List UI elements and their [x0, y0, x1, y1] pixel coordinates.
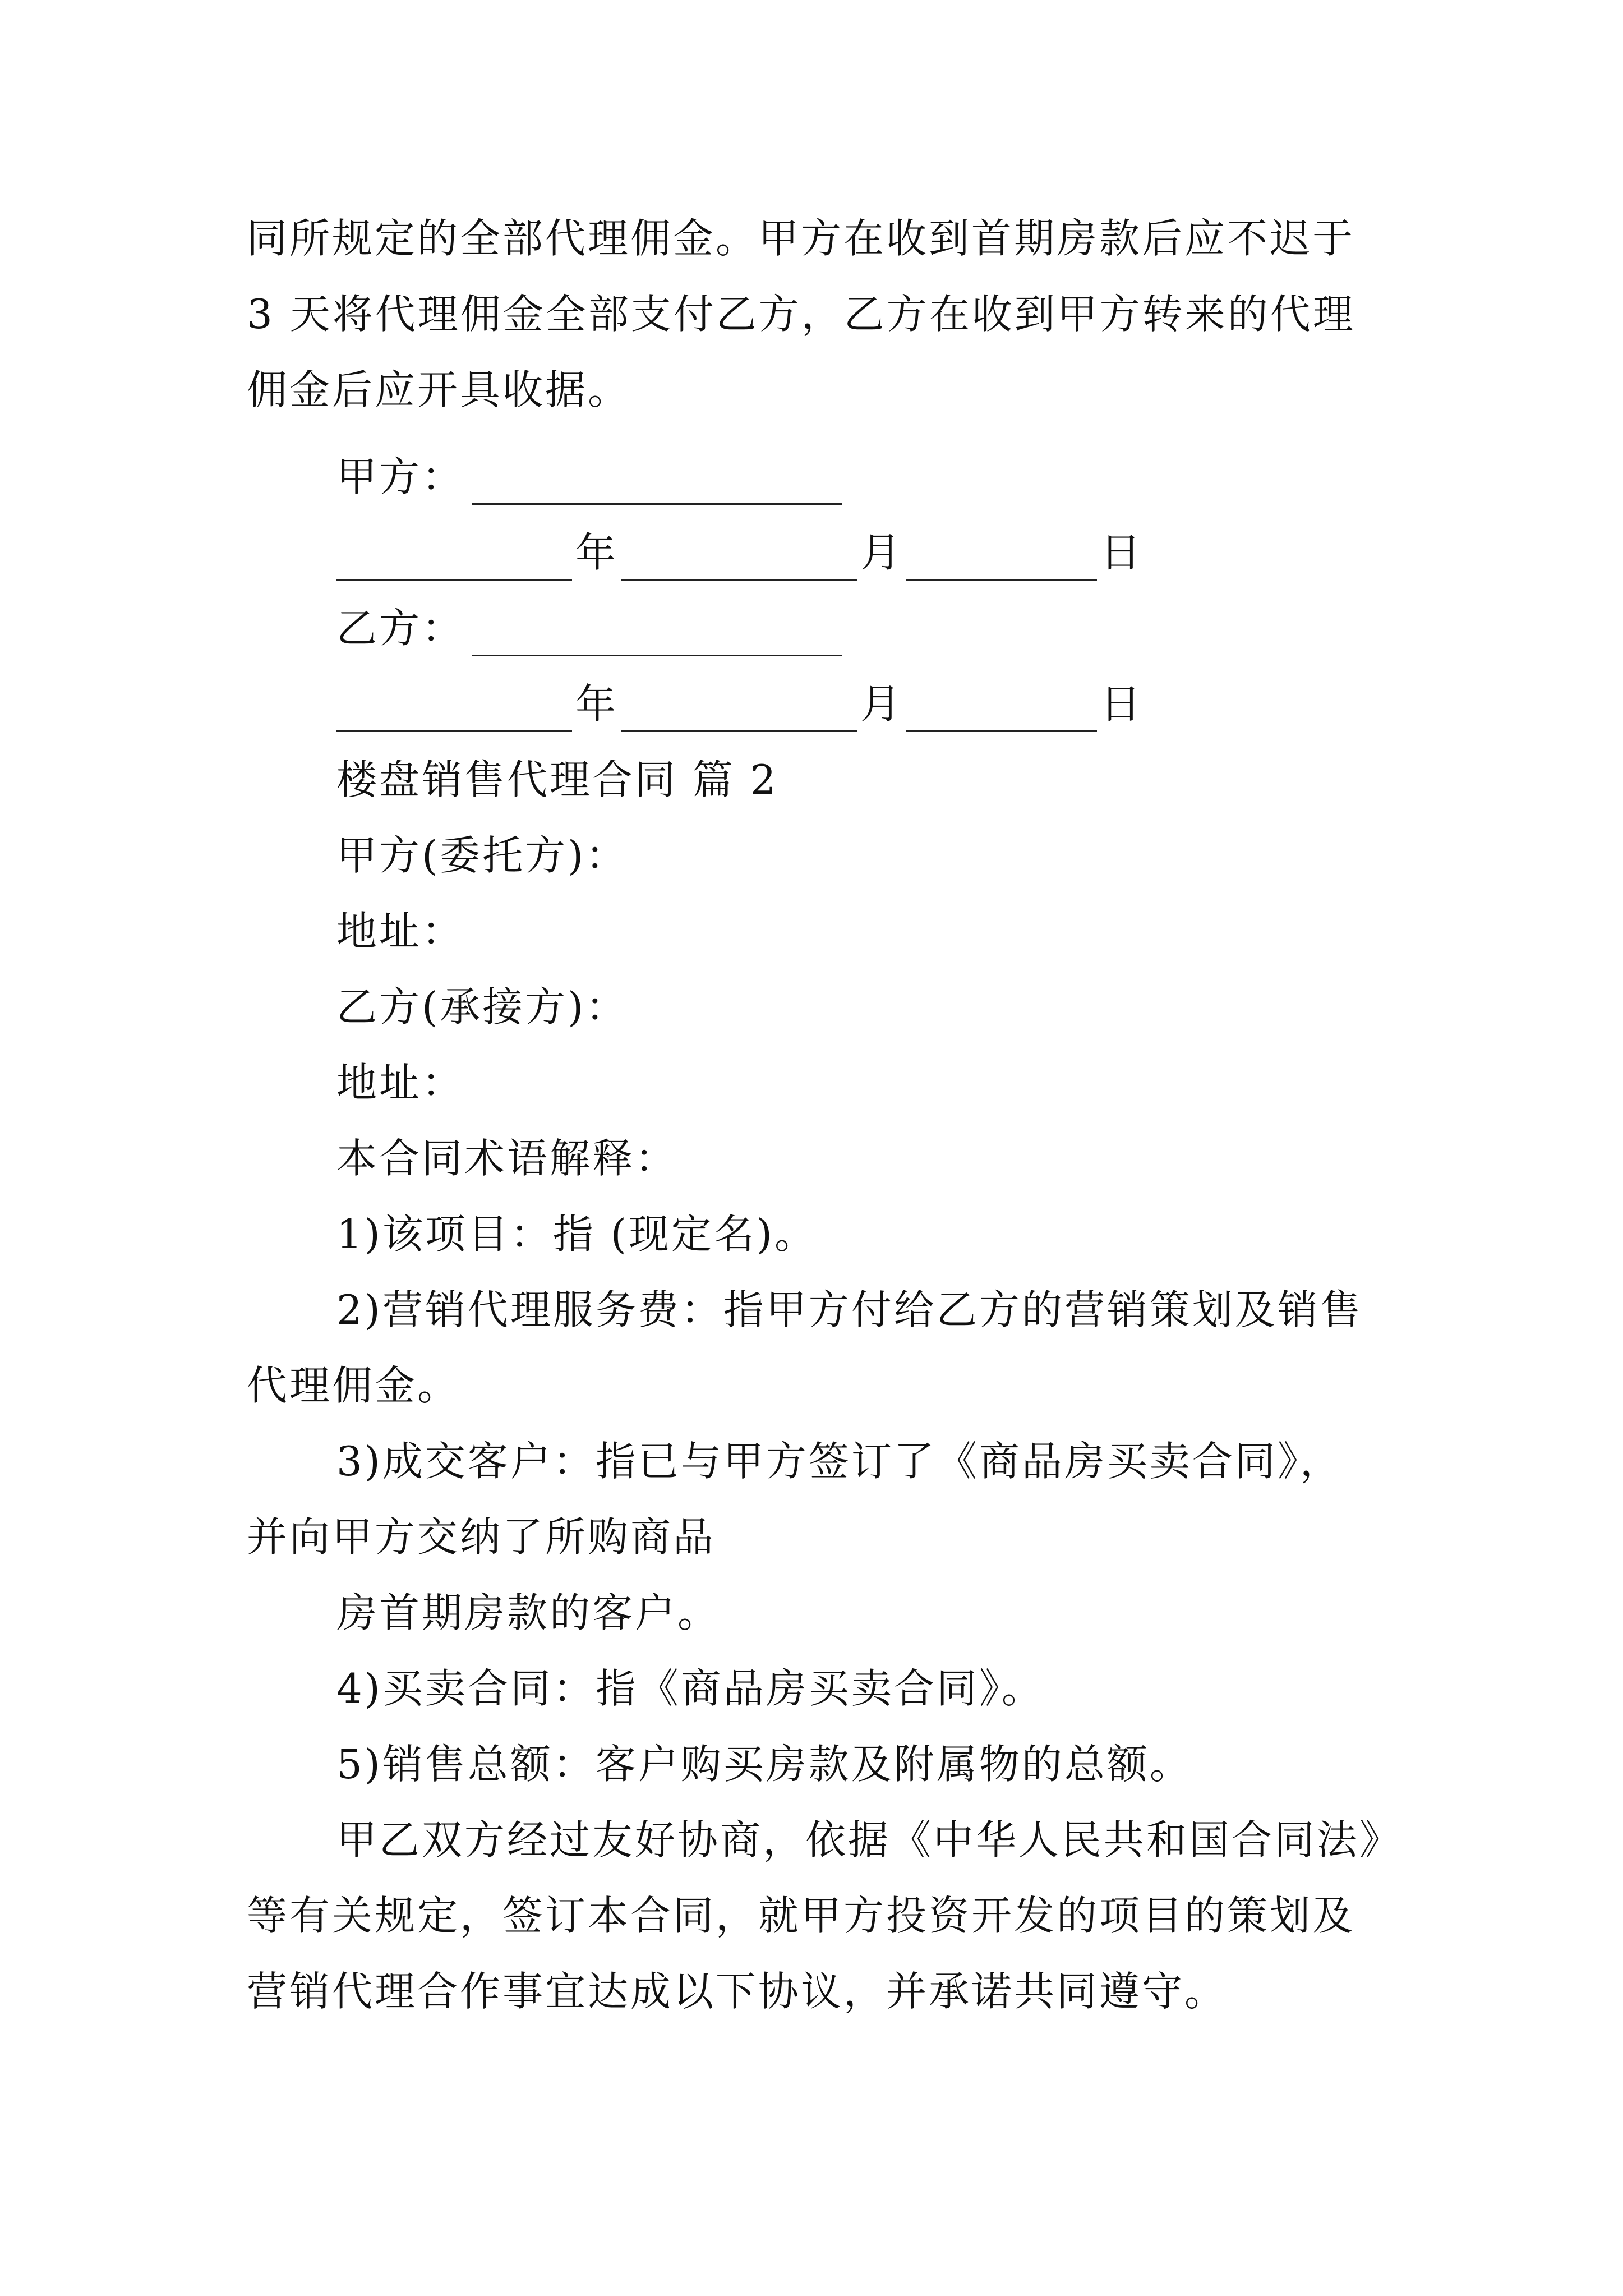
- party-a-label: 甲方：: [336, 453, 465, 500]
- party-b-signature-blank: [472, 620, 842, 656]
- paragraph-line: 3 天将代理佣金全部支付乙方，乙方在收到甲方转来的代理: [247, 291, 1355, 338]
- address-b: 地址：: [336, 1059, 465, 1106]
- year-blank: [336, 544, 572, 581]
- month-label: 月: [860, 529, 903, 576]
- party-a-date-row: [336, 524, 1146, 581]
- day-label: 日: [1100, 529, 1144, 576]
- month-blank: [621, 696, 857, 732]
- paragraph-line: 同所规定的全部代理佣金。甲方在收到首期房款后应不迟于: [247, 215, 1355, 262]
- party-b-label: 乙方：: [336, 605, 465, 652]
- party-b-signature-row: [336, 600, 842, 656]
- day-blank: [906, 696, 1097, 732]
- year-label: 年: [575, 529, 619, 576]
- month-label: 月: [860, 680, 903, 728]
- party-b-heading: 乙方(承接方)：: [336, 983, 629, 1030]
- year-blank: [336, 696, 572, 732]
- terms-heading: 本合同术语解释：: [336, 1135, 678, 1182]
- party-a-heading: 甲方(委托方)：: [336, 832, 629, 879]
- day-blank: [906, 544, 1097, 581]
- term-item-continuation: 代理佣金。: [247, 1362, 460, 1409]
- term-item: 3)成交客户：指已与甲方签订了《商品房买卖合同》，: [336, 1438, 1343, 1485]
- term-item: 5)销售总额：客户购买房款及附属物的总额。: [336, 1741, 1192, 1788]
- term-item-continuation: 并向甲方交纳了所购商品: [247, 1513, 716, 1561]
- month-blank: [621, 544, 857, 581]
- term-item-continuation: 房首期房款的客户。: [336, 1589, 721, 1636]
- party-a-signature-blank: [472, 468, 842, 505]
- party-a-signature-row: [336, 449, 842, 505]
- term-item: 1)该项目：指 (现定名)。: [336, 1211, 817, 1258]
- paragraph-line: 佣金后应开具收据。: [247, 366, 631, 413]
- party-b-date-row: [336, 676, 1146, 732]
- paragraph-line: 营销代理合作事宜达成以下协议，并承诺共同遵守。: [247, 1968, 1228, 2015]
- term-item: 4)买卖合同：指《商品房买卖合同》。: [336, 1665, 1044, 1712]
- section-title: 楼盘销售代理合同 篇 2: [336, 756, 778, 803]
- address-a: 地址：: [336, 908, 465, 955]
- paragraph-line: 等有关规定，签订本合同，就甲方投资开发的项目的策划及: [247, 1892, 1355, 1939]
- year-label: 年: [575, 680, 619, 728]
- term-item: 2)营销代理服务费：指甲方付给乙方的营销策划及销售: [336, 1286, 1363, 1333]
- day-label: 日: [1100, 680, 1144, 728]
- paragraph-line: 甲乙双方经过友好协商，依据《中华人民共和国合同法》: [336, 1816, 1403, 1864]
